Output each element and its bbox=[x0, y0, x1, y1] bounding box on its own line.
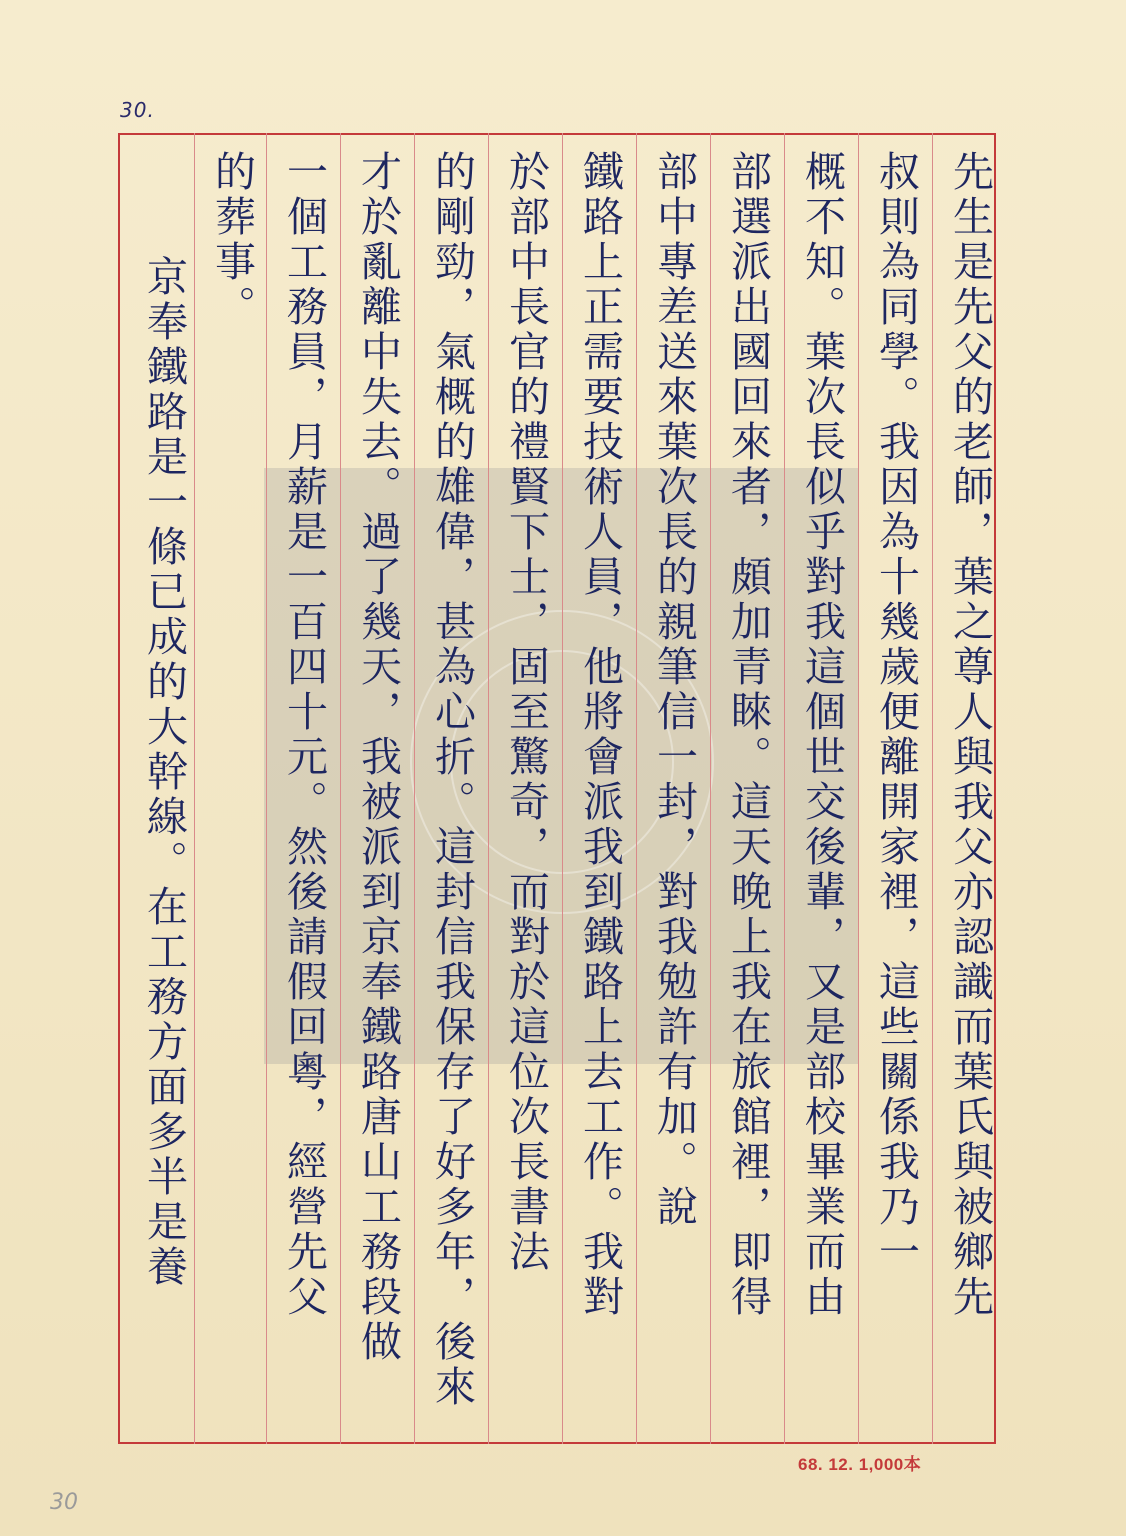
text-column-5: 部中專差送來葉次長的親筆信一封，對我勉許有加。說 bbox=[650, 150, 698, 1230]
text-column-9: 才於亂離中失去。過了幾天，我被派到京奉鐵路唐山工務段做 bbox=[354, 150, 402, 1365]
column-rule bbox=[784, 133, 785, 1444]
print-info: 68. 12. 1,000本 bbox=[798, 1455, 922, 1474]
text-column-3: 概不知。葉次長似乎對我這個世交後輩，又是部校畢業而由 bbox=[798, 150, 846, 1320]
column-rule bbox=[858, 133, 859, 1444]
column-rule bbox=[194, 133, 195, 1444]
text-column-6: 鐵路上正需要技術人員，他將會派我到鐵路上去工作。我對 bbox=[576, 150, 624, 1320]
text-column-2: 叔則為同學。我因為十幾歲便離開家裡，這些關係我乃一 bbox=[872, 150, 920, 1275]
column-rule bbox=[710, 133, 711, 1444]
text-column-8: 的剛勁，氣概的雄偉，甚為心折。這封信我保存了好多年，後來 bbox=[428, 150, 476, 1410]
text-column-11: 的葬事。 bbox=[208, 150, 256, 330]
footer-page-number: 30 bbox=[50, 1490, 78, 1515]
column-rule bbox=[932, 133, 933, 1444]
column-rule bbox=[562, 133, 563, 1444]
text-column-10: 一個工務員，月薪是一百四十元。然後請假回粵，經營先父 bbox=[280, 150, 328, 1320]
text-column-7: 於部中長官的禮賢下士，固至驚奇，而對於這位次長書法 bbox=[502, 150, 550, 1275]
page-number: 30. bbox=[120, 98, 155, 122]
text-column-1: 先生是先父的老師，葉之尊人與我父亦認識而葉氏與被鄉先 bbox=[946, 150, 994, 1320]
column-rule bbox=[340, 133, 341, 1444]
column-rule bbox=[414, 133, 415, 1444]
column-rule bbox=[636, 133, 637, 1444]
text-column-12: 京奉鐵路是一條已成的大幹線。在工務方面多半是養 bbox=[140, 255, 188, 1290]
column-rule bbox=[266, 133, 267, 1444]
text-column-4: 部選派出國回來者，頗加青睞。這天晚上我在旅館裡，即得 bbox=[724, 150, 772, 1320]
column-rule bbox=[488, 133, 489, 1444]
